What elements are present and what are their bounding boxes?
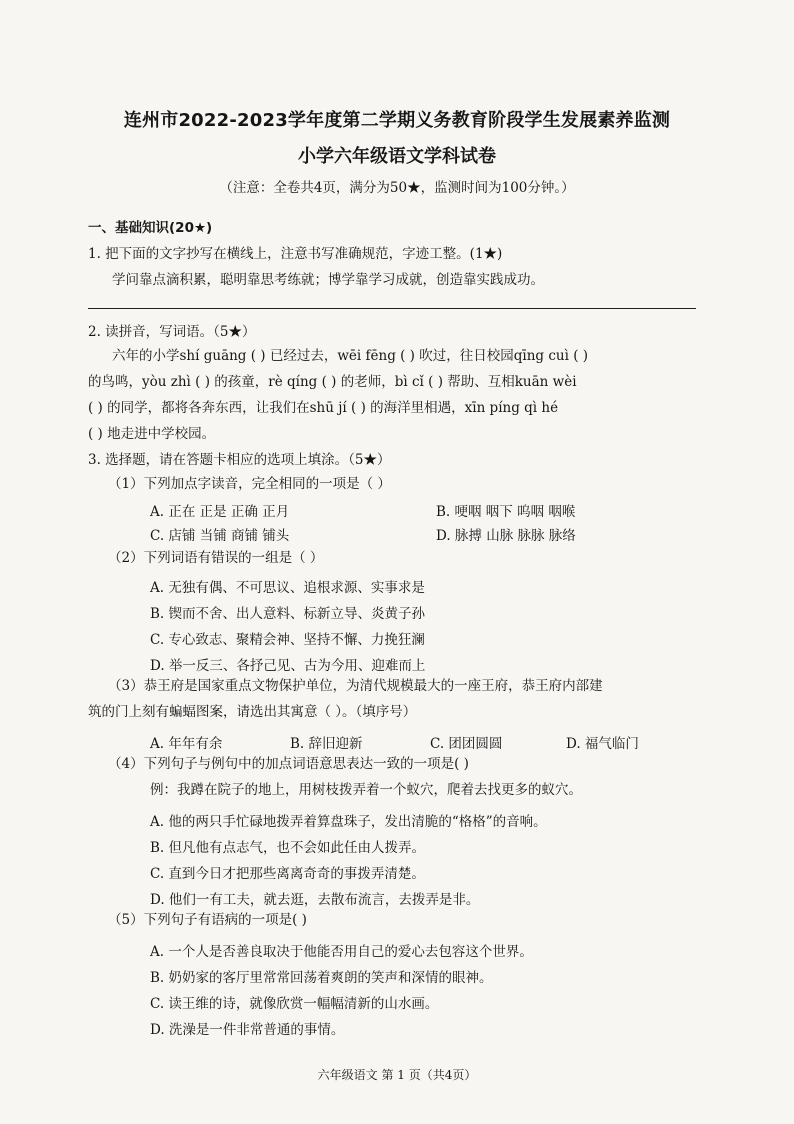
option-d[interactable]: D. 他们一有工夫，就去逛，去散布流言，去拨弄是非。 bbox=[150, 892, 480, 908]
question-1-stem: 1. 把下面的文字抄写在横线上，注意书写准确规范，字迹工整。(1★) bbox=[88, 246, 503, 262]
option-c[interactable]: C. 团团圆圆 bbox=[430, 736, 503, 752]
option-b[interactable]: B. 辞旧迎新 bbox=[290, 736, 363, 752]
page-footer: 六年级语文 第 1 页（共4页） bbox=[317, 1068, 477, 1082]
sub-question-2-stem: （2）下列词语有错误的一组是（ ） bbox=[108, 550, 324, 566]
option-c[interactable]: C. 读王维的诗，就像欣赏一幅幅清新的山水画。 bbox=[150, 996, 439, 1012]
exam-subtitle: 小学六年级语文学科试卷 bbox=[298, 146, 496, 167]
exam-notice: （注意：全卷共4页，满分为50★，监测时间为100分钟。） bbox=[219, 180, 575, 196]
copy-answer-line[interactable] bbox=[88, 308, 696, 309]
question-2-line: ( ) 地走进中学校园。 bbox=[88, 426, 216, 442]
option-a[interactable]: A. 一个人是否善良取决于他能否用自己的爱心去包容这个世界。 bbox=[150, 944, 533, 960]
option-c[interactable]: C. 店铺 当铺 商铺 铺头 bbox=[150, 528, 290, 544]
sub-question-1-stem: （1）下列加点字读音，完全相同的一项是（ ） bbox=[108, 476, 391, 492]
option-c[interactable]: C. 专心致志、聚精会神、坚持不懈、力挽狂澜 bbox=[150, 632, 425, 648]
sub-question-4-stem: （4）下列句子与例句中的加点词语意思表达一致的一项是( ) bbox=[108, 756, 469, 772]
option-d[interactable]: D. 脉搏 山脉 脉脉 脉络 bbox=[436, 528, 576, 544]
sub-question-5-stem: （5）下列句子有语病的一项是( ) bbox=[108, 912, 307, 928]
question-2-line: 的鸟鸣，yòu zhì ( ) 的孩童，rè qíng ( ) 的老师，bì cǐ ( ) 帮助、互相kuān wèi bbox=[88, 374, 577, 390]
option-d[interactable]: D. 福气临门 bbox=[566, 736, 639, 752]
option-a[interactable]: A. 年年有余 bbox=[150, 736, 223, 752]
question-1-text: 学问靠点滴积累，聪明靠思考练就；博学靠学习成就，创造靠实践成功。 bbox=[112, 272, 544, 288]
option-b[interactable]: B. 哽咽 咽下 呜咽 咽喉 bbox=[436, 504, 576, 520]
example-sentence: 例：我蹲在院子的地上，用树枝拨弄着一个蚁穴，爬着去找更多的蚁穴。 bbox=[150, 782, 582, 798]
section-heading: 一、基础知识(20★) bbox=[88, 220, 213, 236]
option-c[interactable]: C. 直到今日才把那些离离奇奇的事拨弄清楚。 bbox=[150, 866, 425, 882]
option-a[interactable]: A. 他的两只手忙碌地拨弄着算盘珠子，发出清脆的“格格”的音响。 bbox=[150, 814, 547, 830]
sub-question-3-stem: （3）恭王府是国家重点文物保护单位，为清代规模最大的一座王府，恭王府内部建 bbox=[108, 678, 603, 694]
option-b[interactable]: B. 锲而不舍、出人意料、标新立导、炎黄子孙 bbox=[150, 606, 426, 622]
option-a[interactable]: A. 无独有偶、不可思议、追根求源、实事求是 bbox=[150, 580, 425, 596]
option-a[interactable]: A. 正在 正是 正确 正月 bbox=[150, 504, 290, 520]
question-2-stem: 2. 读拼音，写词语。（5★） bbox=[88, 324, 256, 340]
option-d[interactable]: D. 举一反三、各抒己见、古为今用、迎难而上 bbox=[150, 658, 426, 674]
question-2-line: 六年的小学shí guāng ( ) 已经过去，wēi fēng ( ) 吹过，往日校园qīng cuì ( ) bbox=[112, 348, 589, 364]
exam-title: 连州市2022-2023学年度第二学期义务教育阶段学生发展素养监测 bbox=[123, 110, 671, 131]
option-b[interactable]: B. 但凡他有点志气，也不会如此任由人拨弄。 bbox=[150, 840, 426, 856]
option-d[interactable]: D. 洗澡是一件非常普通的事情。 bbox=[150, 1022, 345, 1038]
option-b[interactable]: B. 奶奶家的客厅里常常回荡着爽朗的笑声和深情的眼神。 bbox=[150, 970, 493, 986]
question-2-line: ( ) 的同学，都将各奔东西，让我们在shū jí ( ) 的海洋里相遇，xīn píng qì hé bbox=[88, 400, 559, 416]
question-3-stem: 3. 选择题，请在答题卡相应的选项上填涂。（5★） bbox=[88, 452, 391, 468]
sub-question-3-stem-cont: 筑的门上刻有蝙蝠图案，请选出其寓意（ ）。（填序号） bbox=[88, 704, 417, 720]
